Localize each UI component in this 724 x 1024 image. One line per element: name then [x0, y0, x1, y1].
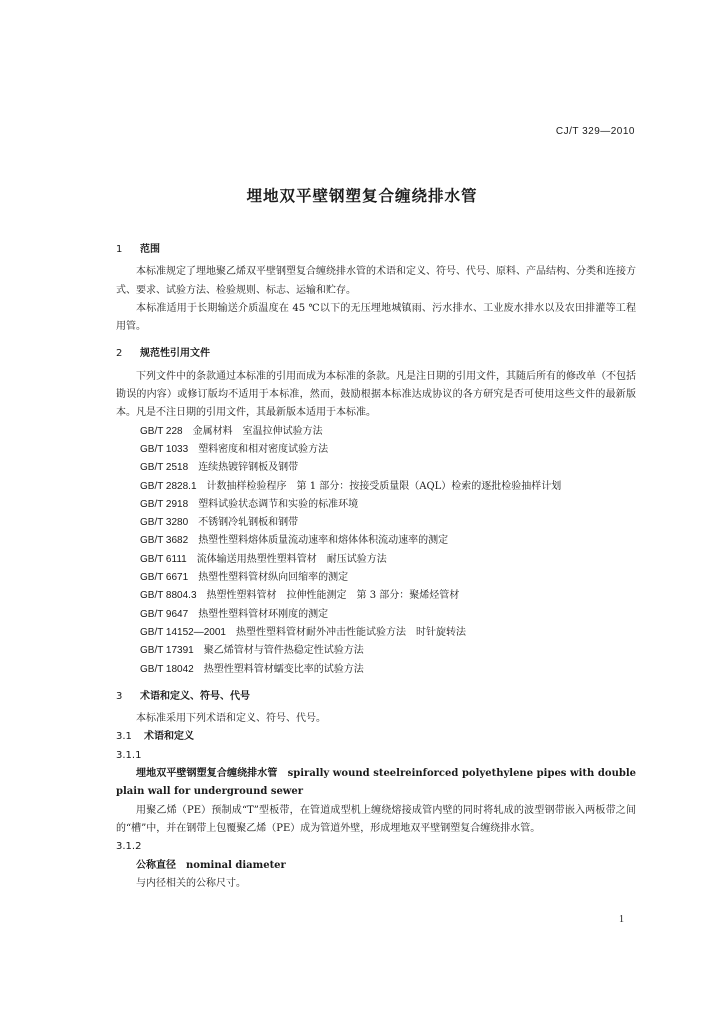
term-english: spirally wound steelreinforced polyethylene pipes with double plain wall for underground sewer: [116, 768, 636, 798]
term-3-1-2-entry: [116, 857, 636, 875]
subsection-3-1-heading: [116, 728, 636, 746]
section-1-heading: [116, 241, 636, 259]
term-3-1-1-entry: [116, 765, 636, 802]
reference-title: 塑料密度和相对密度试验方法: [198, 443, 329, 455]
reference-code: GB/T 14152—2001: [140, 626, 226, 638]
term-3-1-2-definition: 与内径相关的公称尺寸。: [136, 877, 246, 889]
reference-list: [116, 423, 636, 679]
reference-code: GB/T 3682: [140, 535, 189, 547]
term-3-1-1-number: 3.1.1: [116, 749, 142, 761]
page-number: 1: [619, 914, 624, 925]
reference-code: GB/T 6111: [140, 553, 187, 565]
reference-code: GB/T 6671: [140, 572, 189, 584]
reference-title: 不锈钢冷轧钢板和钢带: [198, 517, 299, 529]
reference-item: [116, 569, 636, 587]
reference-title: 金属材料 室温拉伸试验方法: [192, 425, 323, 437]
reference-title: 连续热镀锌钢板及钢带: [198, 462, 299, 474]
subsection-number: 3.1: [116, 731, 132, 743]
reference-item: [116, 441, 636, 459]
reference-item: [116, 661, 636, 679]
section-label: 范围: [140, 244, 160, 255]
term-3-1-1-definition: 用聚乙烯（PE）预制成“T”型板带，在管道成型机上缠绕熔接成管内壁的同时将轧成的波型钢带嵌入两板带之间的“槽”中，并在钢带上包覆聚乙烯（PE）成为管道外壁，形成埋地双平壁钢塑复合缠绕排水管。: [116, 804, 636, 834]
term-english: nominal diameter: [186, 859, 286, 871]
section-label: 规范性引用文件: [140, 348, 210, 360]
reference-code: GB/T 17391: [140, 645, 194, 657]
section-number: 1: [116, 244, 123, 255]
reference-code: GB/T 2918: [140, 498, 189, 510]
scope-paragraph-1: 本标准规定了埋地聚乙烯双平壁钢塑复合缠绕排水管的术语和定义、符号、代号、原料、产品结构、分类和连接方式、要求、试验方法、检验规则、标志、运输和贮存。: [116, 266, 636, 296]
reference-item: [116, 459, 636, 477]
reference-code: GB/T 9647: [140, 608, 189, 620]
term-chinese: 埋地双平壁钢塑复合缠绕排水管: [136, 768, 278, 780]
section-label: 术语和定义、符号、代号: [140, 690, 250, 702]
reference-item: [116, 423, 636, 441]
references-intro: 下列文件中的条款通过本标准的引用而成为本标准的条款。凡是注日期的引用文件，其随后所有的修改单（不包括勘误的内容）或修订版均不适用于本标准，然而，鼓励根据本标准达成协议的各方研究是否可使用这些文件的最新版本。凡是不注日期的引用文件，其最新版本适用于本标准。: [116, 370, 636, 419]
reference-title: 聚乙烯管材与管件热稳定性试验方法: [203, 645, 364, 657]
reference-code: GB/T 18042: [140, 663, 194, 675]
reference-title: 热塑性塑料管材蠕变比率的试验方法: [203, 663, 364, 675]
reference-code: GB/T 228: [140, 425, 183, 437]
reference-item: [116, 496, 636, 514]
document-title: 埋地双平壁钢塑复合缠绕排水管: [246, 187, 478, 205]
reference-title: 流体输送用热塑性塑料管材 耐压试验方法: [196, 553, 387, 565]
term-chinese: 公称直径: [136, 859, 176, 871]
document-body: [116, 233, 636, 893]
standard-code: CJ/T 329—2010: [555, 126, 635, 137]
reference-item: [116, 478, 636, 496]
reference-code: GB/T 3280: [140, 517, 189, 529]
reference-code: GB/T 1033: [140, 443, 189, 455]
section-number: 3: [116, 690, 123, 702]
reference-item: [116, 642, 636, 660]
reference-title: 热塑性塑料熔体质量流动速率和熔体体积流动速率的测定: [198, 535, 449, 547]
reference-title: 热塑性塑料管材纵向回缩率的测定: [198, 572, 349, 584]
section-2-heading: [116, 345, 636, 363]
subsection-label: 术语和定义: [144, 731, 194, 743]
reference-code: GB/T 2518: [140, 462, 189, 474]
reference-item: [116, 587, 636, 605]
reference-item: [116, 551, 636, 569]
section-number: 2: [116, 348, 123, 360]
reference-item: [116, 532, 636, 550]
reference-item: [116, 514, 636, 532]
reference-code: GB/T 8804.3: [140, 590, 197, 602]
reference-title: 计数抽样检验程序 第 1 部分：按接受质量限（AQL）检索的逐批检验抽样计划: [206, 480, 562, 492]
reference-title: 塑料试验状态调节和实验的标准环境: [198, 498, 359, 510]
reference-title: 热塑性塑料管材 拉伸性能测定 第 3 部分：聚烯烃管材: [206, 590, 460, 602]
reference-item: [116, 624, 636, 642]
reference-code: GB/T 2828.1: [140, 480, 197, 492]
term-3-1-2-number: 3.1.2: [116, 841, 142, 853]
terms-intro: 本标准采用下列术语和定义、符号、代号。: [136, 713, 326, 725]
reference-item: [116, 606, 636, 624]
scope-paragraph-2: 本标准适用于长期输送介质温度在 45 ℃以下的无压埋地城镇雨、污水排水、工业废水排水以及农田排灌等工程用管。: [116, 302, 636, 333]
reference-title: 热塑性塑料管材环刚度的测定: [198, 608, 329, 620]
section-3-heading: [116, 688, 636, 706]
reference-title: 热塑性塑料管材耐外冲击性能试验方法 时针旋转法: [236, 626, 466, 638]
